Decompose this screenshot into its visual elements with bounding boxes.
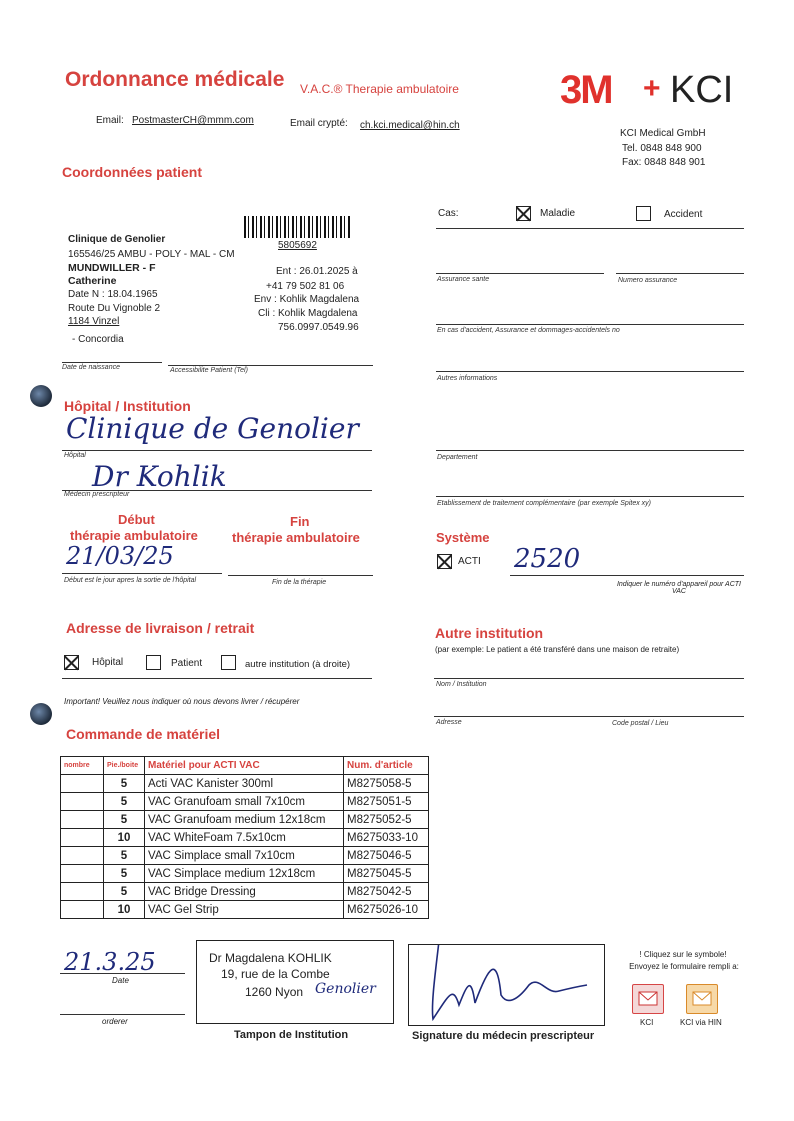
col-num-article: Num. d'article bbox=[344, 757, 429, 775]
accident-checkbox[interactable] bbox=[636, 206, 651, 221]
debut-heading-1: Début bbox=[118, 512, 155, 527]
click-note-2: Envoyez le formulaire rempli a: bbox=[629, 962, 739, 971]
hopital-label: Hôpital bbox=[92, 657, 124, 668]
fin-heading-1: Fin bbox=[290, 514, 310, 529]
article-number-cell: M8275058-5 bbox=[344, 775, 429, 793]
table-row bbox=[61, 883, 429, 901]
patient-phone: +41 79 502 81 06 bbox=[266, 281, 345, 292]
qty-cell[interactable] bbox=[61, 847, 104, 865]
kci-send-label: KCI bbox=[640, 1018, 654, 1027]
date-label: Date bbox=[112, 976, 129, 985]
article-number-cell: M8275046-5 bbox=[344, 847, 429, 865]
stamp-handwriting: Genolier bbox=[315, 981, 376, 997]
doctor-label: Médecin prescripteur bbox=[64, 491, 130, 498]
item-cell: VAC Gel Strip bbox=[145, 901, 344, 919]
nom-institution-label: Nom / Institution bbox=[436, 681, 487, 688]
orderer-label: orderer bbox=[102, 1017, 128, 1026]
pie-cell: 5 bbox=[104, 865, 145, 883]
pie-cell: 5 bbox=[104, 775, 145, 793]
materiel-table bbox=[60, 756, 429, 919]
entry-date: Ent : 26.01.2025 à bbox=[276, 266, 358, 277]
acti-label: ACTI bbox=[458, 556, 481, 567]
pie-cell: 5 bbox=[104, 811, 145, 829]
email-link[interactable]: PostmasterCH@mmm.com bbox=[132, 115, 254, 126]
click-note-1: ! Cliquez sur le symbole! bbox=[639, 950, 727, 959]
item-cell: VAC Simplace small 7x10cm bbox=[145, 847, 344, 865]
kci-hin-send-icon[interactable] bbox=[686, 984, 718, 1014]
patient-city: 1184 Vinzel bbox=[68, 316, 120, 327]
item-cell: VAC Simplace medium 12x18cm bbox=[145, 865, 344, 883]
company-name: KCI Medical GmbH bbox=[620, 128, 706, 139]
livraison-heading: Adresse de livraison / retrait bbox=[66, 620, 255, 636]
acti-checkbox[interactable] bbox=[437, 554, 452, 569]
cli-doctor: Cli : Kohlik Magdalena bbox=[258, 308, 358, 319]
email-crypt-label: Email crypté: bbox=[290, 118, 348, 129]
patient-delivery-label: Patient bbox=[171, 658, 203, 669]
form-title: Ordonnance médicale bbox=[65, 68, 285, 91]
device-number-value[interactable]: 2520 bbox=[514, 544, 581, 574]
hopital-checkbox[interactable] bbox=[64, 655, 79, 670]
patient-first-name: Catherine bbox=[68, 275, 117, 287]
hospital-label: Hôpital bbox=[64, 452, 86, 459]
table-row bbox=[61, 847, 429, 865]
code-postal-label: Code postal / Lieu bbox=[612, 720, 669, 727]
email-crypt-link[interactable]: ch.kci.medical@hin.ch bbox=[360, 120, 460, 131]
article-number-cell: M6275026-10 bbox=[344, 901, 429, 919]
logo-3m-kci bbox=[560, 70, 750, 114]
important-note: Important! Veuillez nous indiquer où nous devons livrer / récupérer bbox=[64, 697, 300, 706]
kci-send-icon[interactable] bbox=[632, 984, 664, 1014]
numero-assurance-label: Numero assurance bbox=[618, 277, 678, 284]
qty-cell[interactable] bbox=[61, 865, 104, 883]
barcode-number: 5805692 bbox=[278, 240, 317, 251]
device-number-note: Indiquer le numéro d'appareil pour ACTI VAC bbox=[616, 581, 742, 595]
hospital-value[interactable]: Clinique de Genolier bbox=[66, 412, 359, 445]
qty-cell[interactable] bbox=[61, 901, 104, 919]
patient-checkbox[interactable] bbox=[146, 655, 161, 670]
table-row bbox=[61, 901, 429, 919]
commande-heading: Commande de matériel bbox=[66, 726, 221, 742]
qty-cell[interactable] bbox=[61, 829, 104, 847]
binder-hole bbox=[30, 385, 52, 407]
item-cell: VAC WhiteFoam 7.5x10cm bbox=[145, 829, 344, 847]
fin-heading-2: thérapie ambulatoire bbox=[232, 530, 360, 545]
pie-cell: 10 bbox=[104, 901, 145, 919]
reach-label: Accessibilite Patient (Tel) bbox=[170, 367, 248, 374]
signature-box[interactable] bbox=[408, 944, 605, 1026]
pie-cell: 5 bbox=[104, 883, 145, 901]
table-row bbox=[61, 793, 429, 811]
item-cell: VAC Granufoam small 7x10cm bbox=[145, 793, 344, 811]
table-row bbox=[61, 775, 429, 793]
table-row bbox=[61, 811, 429, 829]
barcode bbox=[244, 216, 352, 238]
stamp-line-2: 19, rue de la Combe bbox=[221, 967, 330, 981]
stamp-line-3: 1260 Nyon bbox=[245, 985, 304, 999]
signature-image bbox=[409, 945, 604, 1025]
debut-value[interactable]: 21/03/25 bbox=[66, 542, 174, 570]
autre-institution-heading: Autre institution bbox=[435, 625, 544, 641]
company-tel: Tel. 0848 848 900 bbox=[622, 143, 702, 154]
item-cell: Acti VAC Kanister 300ml bbox=[145, 775, 344, 793]
pie-cell: 5 bbox=[104, 847, 145, 865]
article-number-cell: M8275052-5 bbox=[344, 811, 429, 829]
stamp-box bbox=[196, 940, 394, 1024]
case-line: 165546/25 AMBU - POLY - MAL - CM bbox=[68, 249, 235, 260]
qty-cell[interactable] bbox=[61, 775, 104, 793]
maladie-checkbox[interactable] bbox=[516, 206, 531, 221]
qty-cell[interactable] bbox=[61, 793, 104, 811]
clinic-name: Clinique de Genolier bbox=[68, 234, 166, 245]
date-value[interactable]: 21.3.25 bbox=[64, 948, 156, 976]
article-number-cell: M8275042-5 bbox=[344, 883, 429, 901]
table-header-row bbox=[61, 757, 429, 775]
col-nombre: nombre bbox=[61, 757, 104, 775]
autres-info-label: Autres informations bbox=[437, 375, 498, 382]
hospital-heading: Hôpital / Institution bbox=[64, 398, 191, 414]
patient-street: Route Du Vignoble 2 bbox=[68, 303, 161, 314]
company-fax: Fax: 0848 848 901 bbox=[622, 157, 706, 168]
pie-cell: 5 bbox=[104, 793, 145, 811]
fin-note: Fin de la thérapie bbox=[272, 579, 327, 586]
maladie-label: Maladie bbox=[540, 208, 576, 219]
debut-note: Début est le jour apres la sortie de l'hôpital bbox=[64, 577, 197, 584]
patient-insurance: - Concordia bbox=[72, 334, 124, 345]
kci-hin-send-label: KCI via HIN bbox=[680, 1018, 722, 1027]
avs-number: 756.0997.0549.96 bbox=[278, 322, 359, 333]
patient-dob: Date N : 18.04.1965 bbox=[68, 289, 158, 300]
qty-cell[interactable] bbox=[61, 811, 104, 829]
autre-institution-checkbox[interactable] bbox=[221, 655, 236, 670]
article-number-cell: M6275033-10 bbox=[344, 829, 429, 847]
doctor-value[interactable]: Dr Kohlik bbox=[92, 460, 227, 493]
col-pie: Pie./boite bbox=[104, 757, 145, 775]
item-cell: VAC Granufoam medium 12x18cm bbox=[145, 811, 344, 829]
stamp-label: Tampon de Institution bbox=[234, 1029, 349, 1041]
debut-heading-2: thérapie ambulatoire bbox=[70, 528, 198, 543]
binder-hole bbox=[30, 703, 52, 725]
pie-cell: 10 bbox=[104, 829, 145, 847]
assurance-sante-label: Assurance sante bbox=[437, 276, 490, 283]
accident-label: Accident bbox=[664, 209, 703, 220]
article-number-cell: M8275045-5 bbox=[344, 865, 429, 883]
env-doctor: Env : Kohlik Magdalena bbox=[254, 294, 360, 305]
form-subtitle: V.A.C.® Therapie ambulatoire bbox=[300, 82, 459, 96]
adresse-label: Adresse bbox=[436, 719, 462, 726]
email-label: Email: bbox=[96, 115, 124, 126]
departement-label: Departement bbox=[437, 454, 478, 461]
etablissement-label: Etablissement de traitement complémentaire (par exemple Spitex xy) bbox=[437, 500, 651, 507]
patient-name: MUNDWILLER - F bbox=[68, 262, 156, 274]
item-cell: VAC Bridge Dressing bbox=[145, 883, 344, 901]
plus-icon: + bbox=[643, 72, 661, 105]
qty-cell[interactable] bbox=[61, 883, 104, 901]
stamp-line-1: Dr Magdalena KOHLIK bbox=[209, 951, 332, 965]
autre-institution-note: (par exemple: Le patient a été transféré dans une maison de retraite) bbox=[435, 645, 680, 654]
logo-3m: 3M bbox=[560, 68, 612, 112]
patient-heading: Coordonnées patient bbox=[62, 164, 203, 180]
cas-label: Cas: bbox=[438, 208, 459, 219]
table-row bbox=[61, 829, 429, 847]
table-row bbox=[61, 865, 429, 883]
autre-institution-label: autre institution (à droite) bbox=[245, 659, 351, 670]
article-number-cell: M8275051-5 bbox=[344, 793, 429, 811]
systeme-heading: Système bbox=[436, 530, 490, 545]
col-materiel: Matériel pour ACTI VAC bbox=[145, 757, 344, 775]
signature-label: Signature du médecin prescripteur bbox=[412, 1030, 595, 1042]
logo-kci: KCI bbox=[670, 69, 734, 111]
accident-insurance-label: En cas d'accident, Assurance et dommages-accidentels no bbox=[437, 327, 620, 334]
dob-label: Date de naissance bbox=[62, 364, 120, 371]
